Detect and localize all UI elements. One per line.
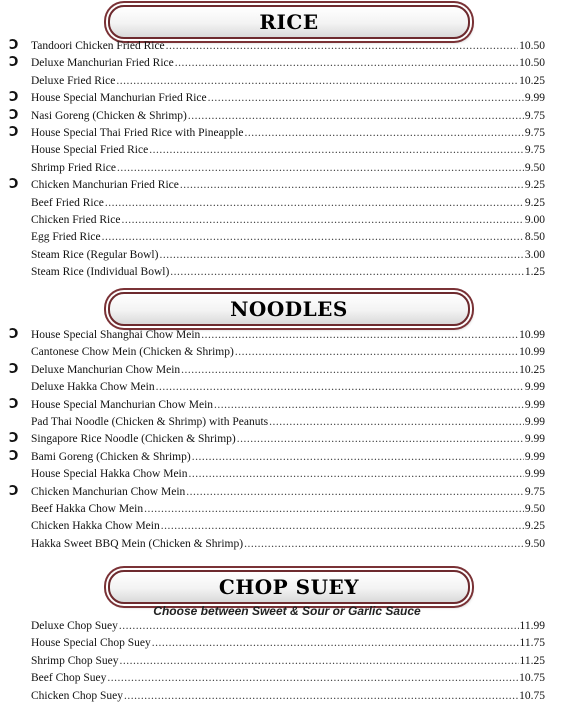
menu-item [0,688,574,705]
dot-leader [201,327,518,344]
menu-list [0,38,574,281]
menu-item-price: 10.50 [519,57,545,70]
menu-item-name: Pad Thai Noodle (Chicken & Shrimp) with Peanuts [31,415,269,428]
chili-pepper-icon: Ɔ [9,483,19,499]
dot-leader [175,55,518,72]
menu-item-price: 9.99 [524,468,545,481]
dot-leader [192,449,524,466]
menu-item [0,653,574,670]
dot-leader [180,177,524,194]
dot-leader [159,247,523,264]
menu-item [0,618,574,635]
menu-item [0,344,574,361]
dot-leader [120,653,519,670]
menu-item-name: Deluxe Manchurian Fried Rice [31,57,174,70]
menu-item [0,670,574,687]
menu-item-price: 9.75 [524,144,545,157]
menu-item-name: House Special Chop Suey [31,637,151,650]
menu-item-price: 9.75 [524,109,545,122]
menu-item-price: 10.25 [519,74,545,87]
menu-item-price: 10.99 [519,329,545,341]
menu-item-name: Tandoori Chicken Fried Rice [31,40,165,52]
menu-item-name: Cantonese Chow Mein (Chicken & Shrimp) [31,346,234,359]
menu-item-price: 9.99 [524,433,545,446]
menu-item-price: 9.99 [524,381,545,394]
menu-item [0,466,574,483]
menu-item-price: 9.25 [524,179,545,192]
chili-pepper-icon: Ɔ [9,361,19,377]
menu-item-name: Chicken Hakka Chow Mein [31,520,160,533]
section-title: RICE [108,5,470,39]
menu-item-price: 8.50 [524,231,545,244]
menu-item [0,379,574,396]
menu-item-name: Egg Fried Rice [31,231,101,244]
menu-item-price: 9.50 [524,161,545,174]
dot-leader [107,670,518,687]
dot-leader [269,414,524,431]
menu-item-name: Beef Hakka Chow Mein [31,502,144,515]
chili-pepper-icon: Ɔ [9,396,19,412]
section-title: CHOP SUEY [108,570,470,604]
menu-item-name: Hakka Sweet BBQ Mein (Chicken & Shrimp) [31,537,244,550]
menu-item [0,414,574,431]
dot-leader [181,362,518,379]
menu-item-price: 1.25 [524,266,545,279]
menu-item-name: Shrimp Chop Suey [31,654,119,667]
chili-pepper-icon: Ɔ [9,124,19,140]
menu-item [0,518,574,535]
menu-item-name: Deluxe Hakka Chow Mein [31,381,155,394]
menu-list [0,327,574,553]
menu-item-price: 10.75 [519,689,545,702]
chili-pepper-icon: Ɔ [9,90,19,106]
dot-leader [116,73,518,90]
menu-item [0,635,574,652]
menu-item-price: 9.50 [524,502,545,515]
dot-leader [161,518,524,535]
menu-item-price: 11.75 [519,637,545,650]
dot-leader [188,108,524,125]
dot-leader [121,212,523,229]
dot-leader [189,466,524,483]
menu-item-name: Chicken Fried Rice [31,213,121,226]
menu-item [0,264,574,281]
menu-item [0,229,574,246]
menu-item-name: Beef Chop Suey [31,672,107,685]
menu-item [0,362,574,379]
menu-item-name: Steam Rice (Individual Bowl) [31,266,170,279]
chili-pepper-icon: Ɔ [9,55,19,71]
menu-item-name: Beef Fried Rice [31,196,104,209]
menu-item [0,125,574,142]
dot-leader [156,379,524,396]
menu-item [0,449,574,466]
menu-item [0,195,574,212]
menu-item-price: 11.99 [519,620,545,632]
menu-item [0,177,574,194]
menu-item-price: 10.25 [519,363,545,376]
dot-leader [119,618,519,635]
dot-leader [152,635,519,652]
menu-item [0,160,574,177]
chili-pepper-icon: Ɔ [9,431,19,447]
menu-item-price: 9.50 [524,537,545,550]
menu-item-name: House Special Manchurian Fried Rice [31,92,207,105]
dot-leader [214,397,524,414]
menu-item-price: 9.00 [524,213,545,226]
menu-item-price: 9.75 [524,485,545,498]
dot-leader [244,536,524,553]
dot-leader [235,344,518,361]
dot-leader [102,229,524,246]
menu-item [0,501,574,518]
dot-leader [186,484,524,501]
menu-item [0,73,574,90]
menu-item-name: Shrimp Fried Rice [31,161,116,174]
dot-leader [237,431,524,448]
menu-item-name: Bami Goreng (Chicken & Shrimp) [31,450,191,463]
menu-item [0,484,574,501]
menu-item [0,247,574,264]
dot-leader [208,90,524,107]
menu-item [0,431,574,448]
menu-item-name: Singapore Rice Noodle (Chicken & Shrimp) [31,433,236,446]
menu-item-name: Chicken Manchurian Fried Rice [31,179,179,192]
menu-item-price: 9.99 [524,92,545,105]
menu-item-price: 9.99 [524,398,545,411]
section-subtitle: Choose between Sweet & Sour or Garlic Sauce [153,604,421,618]
menu-item-name: Chicken Manchurian Chow Mein [31,485,186,498]
menu-item-price: 9.99 [524,415,545,428]
dot-leader [149,142,524,159]
menu-list [0,618,574,705]
menu-item [0,55,574,72]
menu-item-price: 10.75 [519,672,545,685]
menu-item [0,90,574,107]
menu-item-name: Nasi Goreng (Chicken & Shrimp) [31,109,187,122]
menu-item-price: 10.50 [519,40,545,52]
section-title: NOODLES [108,292,470,326]
menu-item-name: House Special Manchurian Chow Mein [31,398,214,411]
dot-leader [124,688,518,705]
menu-item-price: 11.25 [519,654,545,667]
chili-pepper-icon: Ɔ [9,107,19,123]
menu-item-name: House Special Shanghai Chow Mein [31,329,201,341]
menu-item-name: House Special Hakka Chow Mein [31,468,188,481]
chili-pepper-icon: Ɔ [9,327,19,342]
menu-item [0,212,574,229]
dot-leader [117,160,524,177]
menu-item-name: House Special Thai Fried Rice with Pineapple [31,126,244,139]
menu-item-name: Steam Rice (Regular Bowl) [31,248,159,261]
menu-item-name: House Special Fried Rice [31,144,149,157]
menu-item-name: Deluxe Manchurian Chow Mein [31,363,181,376]
menu-item-price: 3.00 [524,248,545,261]
chili-pepper-icon: Ɔ [9,38,19,53]
menu-item-name: Deluxe Fried Rice [31,74,116,87]
chili-pepper-icon: Ɔ [9,177,19,193]
dot-leader [245,125,524,142]
menu-item [0,108,574,125]
dot-leader [105,195,524,212]
menu-item [0,142,574,159]
menu-item [0,397,574,414]
menu-item-price: 9.25 [524,520,545,533]
menu-item-price: 9.75 [524,126,545,139]
menu-item-name: Deluxe Chop Suey [31,620,118,632]
menu-item-price: 9.25 [524,196,545,209]
dot-leader [170,264,524,281]
menu-item [0,327,574,344]
menu-item [0,38,574,55]
menu-item-price: 9.99 [524,450,545,463]
menu-item [0,536,574,553]
dot-leader [166,38,518,55]
dot-leader [144,501,524,518]
menu-item-price: 10.99 [519,346,545,359]
chili-pepper-icon: Ɔ [9,448,19,464]
menu-item-name: Chicken Chop Suey [31,689,123,702]
